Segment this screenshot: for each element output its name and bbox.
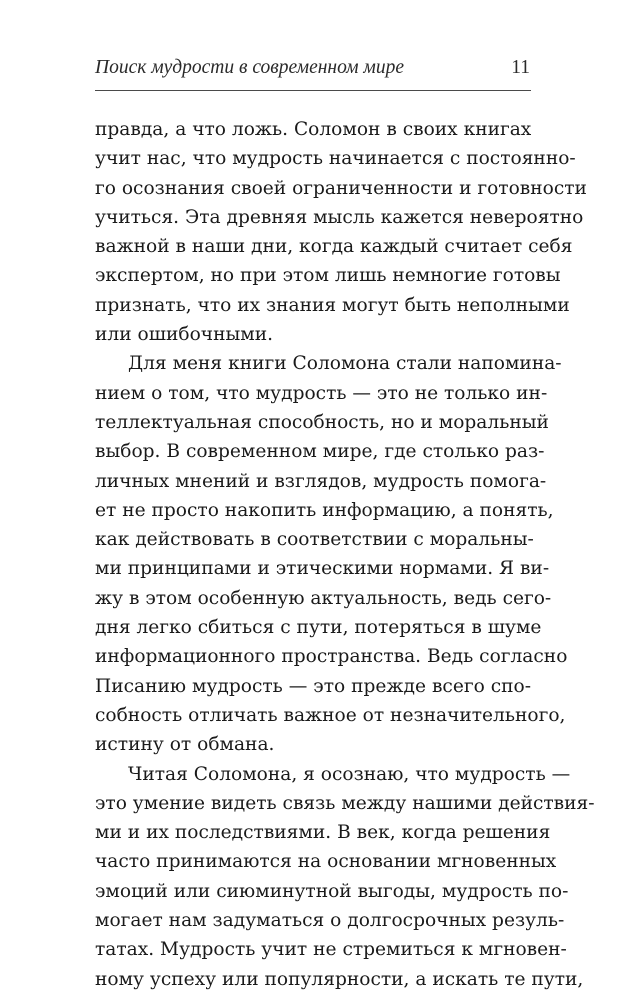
text-line: признать, что их знания могут быть неполными (95, 294, 570, 316)
text-line: татах. Мудрость учит не стремиться к мгновен- (95, 939, 567, 961)
text-line: информационного пространства. Ведь согласно (95, 646, 568, 668)
text-line: выбор. В современном мире, где столько раз- (95, 441, 545, 463)
text-line: или ошибочными. (95, 324, 274, 346)
text-line: учиться. Эта древняя мысль кажется невероятно (95, 206, 584, 228)
text-line: истину от обмана. (95, 734, 275, 756)
text-line: правда, а что ложь. Соломон в своих книгах (95, 119, 532, 140)
header-rule (95, 90, 531, 91)
text-line: дня легко сбиться с пути, потеряться в шуме (95, 617, 542, 639)
text-line: могает нам задуматься о долгосрочных резуль- (95, 910, 565, 932)
text-line: учит нас, что мудрость начинается с постоянно- (95, 148, 576, 170)
text-line: Читая Соломона, я осознаю, что мудрость — (128, 763, 571, 785)
text-line: экспертом, но при этом лишь немногие готовы (95, 265, 561, 287)
paragraph-1 (95, 115, 587, 349)
text-line: теллектуальная способность, но и моральный (95, 411, 549, 433)
text-line: Писанию мудрость — это прежде всего спо- (95, 675, 531, 697)
text-line: личных мнений и взглядов, мудрость помога- (95, 470, 547, 492)
text-line: это умение видеть связь между нашими действия- (95, 792, 595, 814)
paragraph-2 (95, 349, 568, 759)
body-text (95, 115, 595, 994)
text-line: собность отличать важное от незначительного, (95, 704, 566, 726)
text-line: ному успеху или популярности, а искать те пути, (95, 968, 584, 990)
text-line: ми и их последствиями. В век, когда решения (95, 822, 551, 844)
text-line: жу в этом особенную актуальность, ведь сего- (95, 587, 552, 609)
text-line: го осознания своей ограниченности и готовности (95, 177, 587, 199)
text-line: ет не просто накопить информацию, а понять, (95, 499, 554, 521)
text-line: важной в наши дни, когда каждый считает себя (95, 236, 573, 258)
text-line: нием о том, что мудрость — это не только ин- (95, 382, 548, 404)
text-line: часто принимаются на основании мгновенных (95, 851, 557, 873)
paragraph-3 (95, 760, 595, 994)
text-line: как действовать в соответствии с моральны- (95, 529, 534, 551)
page-number: 11 (511, 57, 530, 78)
text-line: эмоций или сиюминутной выгоды, мудрость по- (95, 880, 569, 902)
text-line: Для меня книги Соломона стали напомина- (128, 353, 562, 375)
running-title: Поиск мудрости в современном мире (95, 57, 405, 78)
text-line: ми принципами и этическими нормами. Я ви- (95, 558, 550, 580)
